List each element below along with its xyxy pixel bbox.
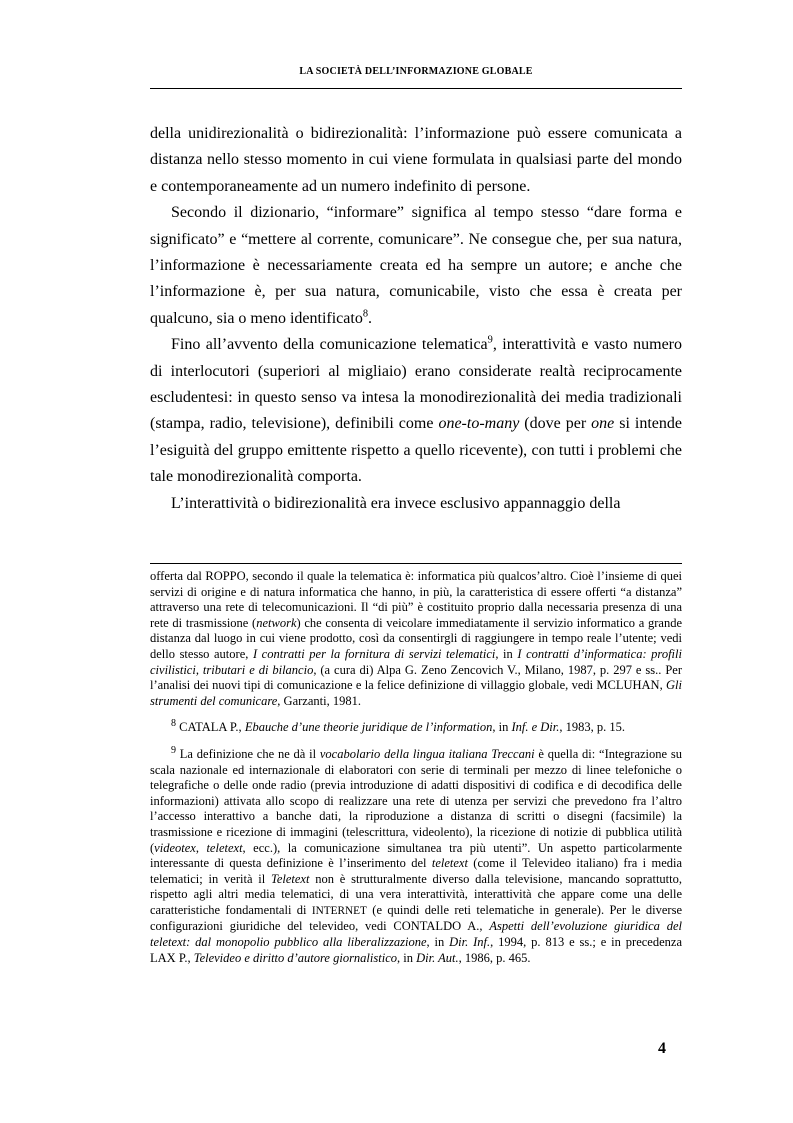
running-header: LA SOCIETÀ DELL’INFORMAZIONE GLOBALE — [299, 66, 533, 77]
term-one-to-many: one-to-many — [438, 415, 520, 433]
footnote-8: $^8$ CATALA P., Ebauche d’une theorie juridique de l’information, in Inf. e Dir., 1983, p. 15. — [171, 718, 625, 735]
footnote-separator — [150, 563, 682, 564]
paragraph-2-text: Secondo il dizionario, “informare” significa al tempo stesso “dare forma e significato” e “mettere al corrente, comunicare”. Ne consegue che, per sua natura, l’informazione è necessariamente creata ed ha sempre un autore; e anche che l’informazione è, per sua natura, comunicabile, visto che essa è creata per qualcuno, sia o meno identificato — [150, 204, 682, 327]
page-number: 4 — [658, 1040, 666, 1057]
term-one: one — [591, 415, 615, 433]
footnote-9: $^9$ La definizione che ne dà il vocabolario della lingua italiana Treccani è quella di: “Integrazione su scala nazionale ed internazionale di elaboratori con serie di terminali per mezzo di linee telefoniche o telegrafiche o delle onde radio (previa introduzione di adatti dispositivi di codifica e di decodifica delle informazioni) attivata allo scopo di realizzare una rete di utenza per servizi che prevedono fra l’altro l’accesso interattivo a banche dati, la riproduzione a distanza di scritti o disegni (facsimile) la trasmissione e ricezione di immagini (telescrittura, videolento), la ricezione di notizie di pubblica utilità (videotex, teletext, ecc.), la comunicazione simultanea tra più utenti”. Un aspetto particolarmente interessante di questa definizione è l’inserimento del teletext (come il Televideo italiano) fra i media telematici; in verità il Teletext non è strutturalmente diverso dalla televisione, mancando soprattutto, rispetto agli altri media telematici, di una vera interattività, interattività che appare come una delle caratteristiche fondamentali di INTERNET (e quindi delle reti telematiche in generale). Per le diverse configurazioni giuridiche del televideo, vedi CONTALDO A., Aspetti dell’evoluzione giuridica del teletext: dal monopolio pubblico alla liberalizzazione, in Dir. Inf., 1994, p. 813 e ss.; e in precedenza LAX P., Televideo e diritto d’autore giornalistico, in Dir. Aut., 1986, p. 465. — [150, 744, 683, 965]
footnote-number-8: 8 — [171, 718, 176, 730]
paragraph-1: della unidirezionalità o bidirezionalità: l’informazione può essere comunicata a distanza nello stesso momento in cui viene formulata in qualsiasi parte del mondo e contemporaneamente ad un numero indefinito di persone. — [150, 125, 682, 195]
footnotes — [150, 569, 682, 966]
footnote-ref-9[interactable]: 9 — [487, 334, 493, 346]
paragraph-3: Fino all’avvento della comunicazione telematica$^9$, interattività e vasto numero di interlocutori (superiori al migliaio) erano considerate realtà reciprocamente escludentesi: in questo senso va intesa la monodirezionalità dei media tradizionali (stampa, radio, televisione), definibili come one-to-many (dove per one si intende l’esiguità del gruppo emittente rispetto a quello ricevente), con tutti i problemi che tale monodirezionalità comporta. — [150, 334, 683, 486]
paragraph-2: Secondo il dizionario, “informare” significa al tempo stesso “dare forma e significato” e “mettere al corrente, comunicare”. Ne consegue che, per sua natura, l’informazione è necessariamente creata ed ha sempre un autore; e anche che l’informazione è, per sua natura, comunicabile, visto che essa è creata per qualcuno, sia o meno identificato$^8$. — [150, 204, 682, 327]
main-text — [150, 121, 682, 517]
header-rule — [150, 88, 682, 89]
paragraph-4: L’interattività o bidirezionalità era invece esclusivo appannaggio della — [171, 494, 621, 512]
footnote-number-9: 9 — [171, 744, 176, 756]
footnote-continued: offerta dal ROPPO, secondo il quale la telematica è: informatica più qualcos’altro. Cioè l’insieme di quei servizi di origine e di natura informatica che hanno, in più, la caratteristica di essere offerti “a distanza” attraverso una rete di telecomunicazioni. Il “di più” è costituito proprio dalla necessaria presenza di una rete di trasmissione (network) che consenta di veicolare immediatamente il servizio informatico a grande distanza dal luogo in cui viene prodotto, così da consentirgli di raggiungere in tempo reale l’utente; vedi dello stesso autore, I contratti per la fornitura di servizi telematici, in I contratti d’informatica: profili civilistici, tributari e di bilancio, (a cura di) Alpa G. Zeno Zencovich V., Milano, 1987, p. 297 e ss.. Per l’analisi dei nuovi tipi di comunicazione e la felice definizione di villaggio globale, vedi MCLUHAN, Gli strumenti del comunicare, Garzanti, 1981. — [150, 569, 682, 708]
footnote-ref-8[interactable]: 8 — [362, 308, 369, 320]
